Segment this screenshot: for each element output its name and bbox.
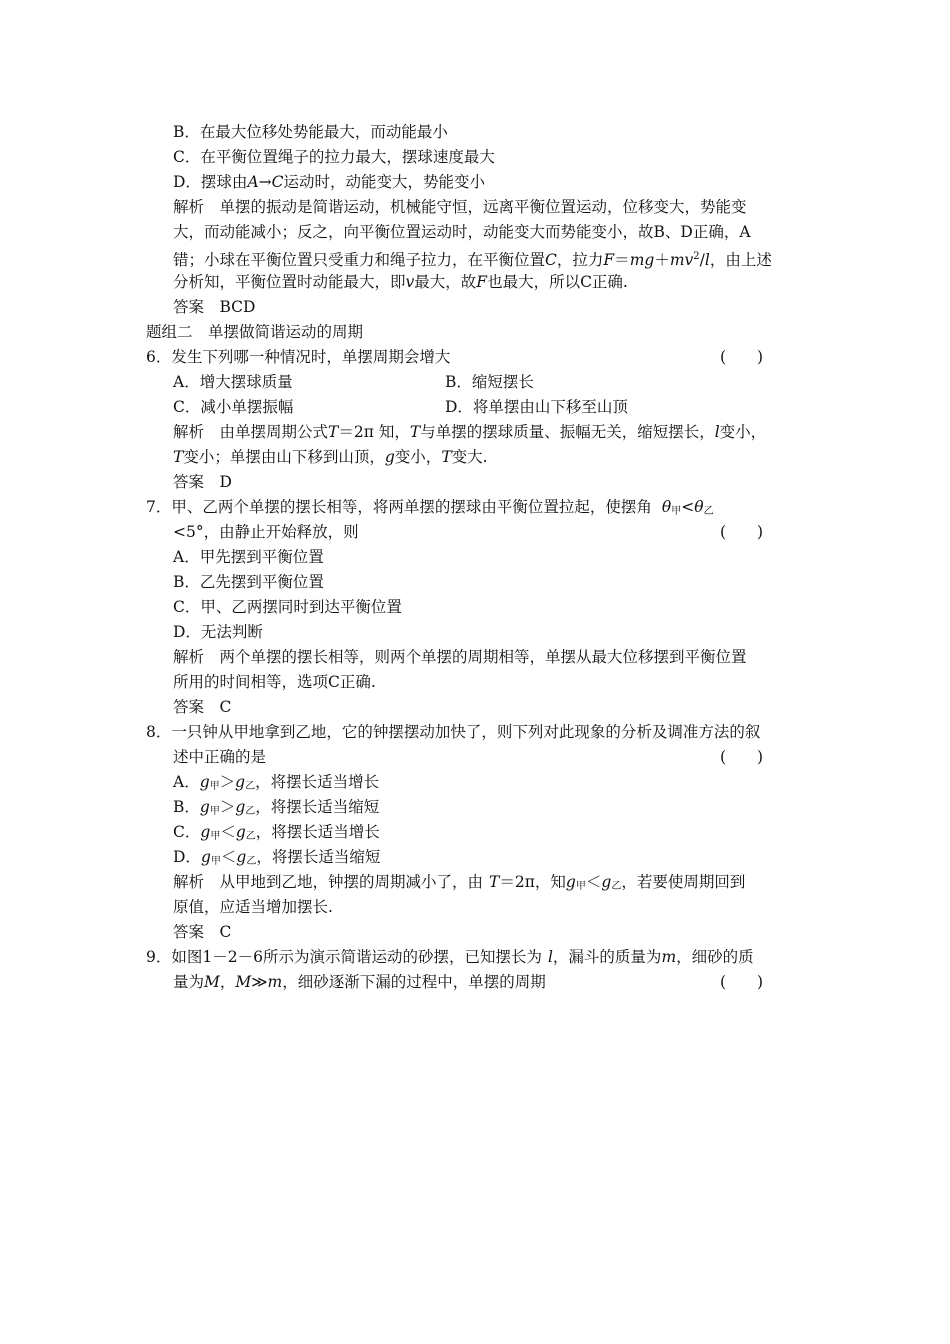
q5-option-d: D．摆球由A→C运动时，动能变大，势能变小	[173, 173, 486, 191]
q8-option-b: B．$g_甲>g_乙$，将摆长适当缩短	[173, 798, 380, 817]
q5-answer: 答案 BCD	[173, 298, 256, 316]
q5-option-c: C．在平衡位置绳子的拉力最大，摆球速度最大	[173, 148, 495, 166]
q5-analysis-line-4: 分析知，平衡位置时动能最大，即v最大，故F也最大，所以C正确.	[173, 273, 628, 291]
q8-stem-line-2: 述中正确的是	[173, 748, 267, 766]
q5-analysis-line-3: 错；小球在平衡位置只受重力和绳子拉力，在平衡位置C，拉力$F=mg+mv^2/l$，由上述	[173, 251, 772, 269]
q7-answer-parenthesis: ( )	[720, 523, 764, 541]
q8-answer: 答案 C	[173, 923, 232, 941]
q6-answer-parenthesis: ( )	[720, 348, 764, 366]
q7-stem-line-1: 7．甲、乙两个单摆的摆长相等，将两单摆的摆球由平衡位置拉起，使摆角 $\theta_甲<\theta_乙$	[146, 498, 714, 517]
q5-option-b: B．在最大位移处势能最大，而动能最小	[173, 123, 448, 141]
q8-option-d: D．$g_甲<g_乙$，将摆长适当缩短	[173, 848, 381, 867]
q7-analysis-line-2: 所用的时间相等，选项C正确.	[173, 673, 376, 691]
q8-analysis-line-2: 原值，应适当增加摆长.	[173, 898, 333, 916]
q5-analysis-line-2: 大，而动能减小；反之，向平衡位置运动时，动能变大而势能变小，故B、D正确，A	[173, 223, 751, 241]
q9-stem-line-1: 9．如图1－2－6所示为演示简谐运动的砂摆，已知摆长为 l，漏斗的质量为m，细砂的质	[146, 948, 754, 966]
q6-answer: 答案 D	[173, 473, 232, 491]
q7-stem-line-2: <5°，由静止开始释放，则	[173, 523, 359, 541]
q6-option-c: C．减小单摆振幅	[173, 398, 294, 416]
q8-option-c: C．$g_甲<g_乙$，将摆长适当增长	[173, 823, 380, 842]
q6-analysis-line-2: T变小；单摆由山下移到山顶，g变小，T变大.	[173, 448, 488, 466]
q7-option-a: A．甲先摆到平衡位置	[173, 548, 324, 566]
q8-analysis-line-1: 解析 从甲地到乙地，钟摆的周期减小了，由 T＝2π，知$g_甲<g_乙$，若要使周期回到	[173, 873, 746, 892]
q6-option-a: A．增大摆球质量	[173, 373, 293, 391]
section-heading-group-2: 题组二 单摆做简谐运动的周期	[146, 323, 364, 341]
q7-option-b: B．乙先摆到平衡位置	[173, 573, 324, 591]
q7-answer: 答案 C	[173, 698, 232, 716]
q6-option-b: B．缩短摆长	[445, 373, 534, 391]
q9-answer-parenthesis: ( )	[720, 973, 764, 991]
q6-analysis-line-1: 解析 由单摆周期公式T＝2π 知，T与单摆的摆球质量、振幅无关，缩短摆长，l变小，	[173, 423, 767, 441]
q6-stem: 6．发生下列哪一种情况时，单摆周期会增大	[146, 348, 451, 366]
q7-analysis-line-1: 解析 两个单摆的摆长相等，则两个单摆的周期相等，单摆从最大位移摆到平衡位置	[173, 648, 747, 666]
q8-option-a: A．$g_甲>g_乙$，将摆长适当增长	[173, 773, 380, 792]
q7-option-c: C．甲、乙两摆同时到达平衡位置	[173, 598, 402, 616]
q5-analysis-line-1: 解析 单摆的振动是简谐运动，机械能守恒，远离平衡位置运动，位移变大，势能变	[173, 198, 747, 216]
q9-stem-line-2: 量为M，M≫m，细砂逐渐下漏的过程中，单摆的周期	[173, 973, 546, 991]
q8-answer-parenthesis: ( )	[720, 748, 764, 766]
q6-option-d: D．将单摆由山下移至山顶	[445, 398, 628, 416]
q8-stem-line-1: 8．一只钟从甲地拿到乙地，它的钟摆摆动加快了，则下列对此现象的分析及调准方法的叙	[146, 723, 761, 741]
q7-option-d: D．无法判断	[173, 623, 263, 641]
